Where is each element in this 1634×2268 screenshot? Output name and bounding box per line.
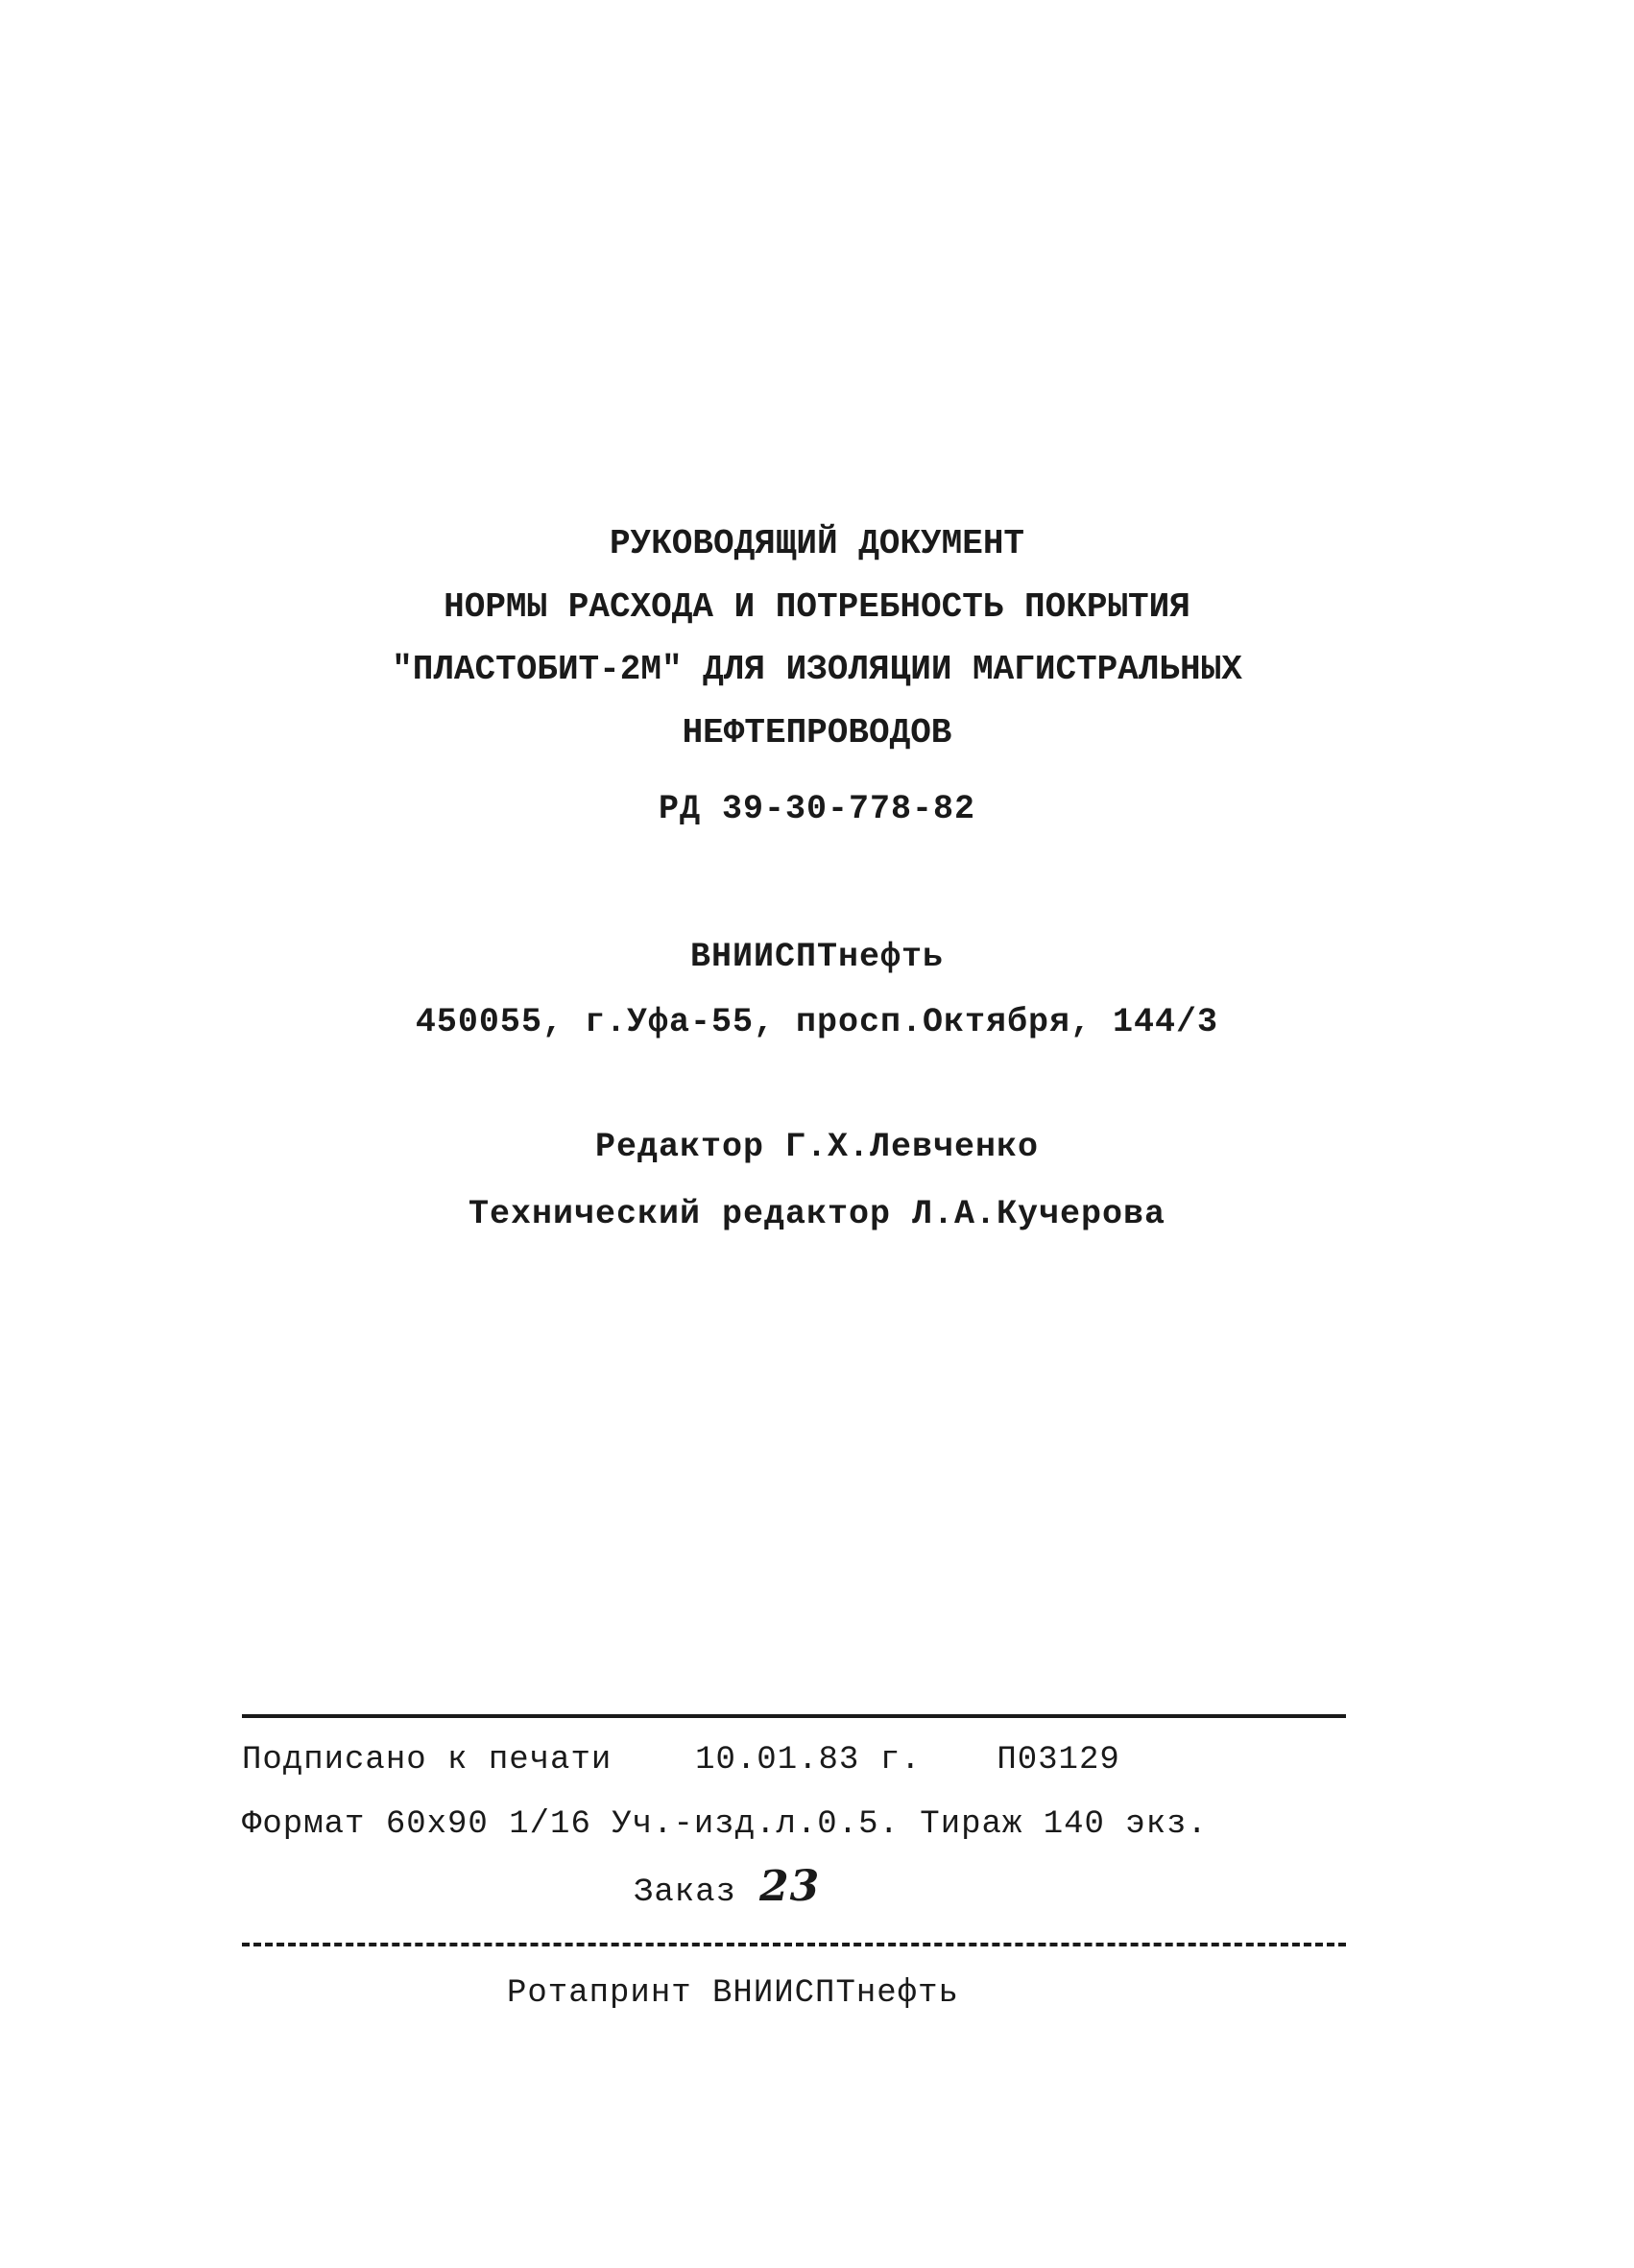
signed-date: 10.01.83 г. [695,1742,922,1779]
document-title-line-1: НОРМЫ РАСХОДА И ПОТРЕБНОСТЬ ПОКРЫТИЯ [444,587,1190,627]
order-number: 23 [759,1862,821,1911]
editor-credit: Редактор Г.Х.Левченко [594,1128,1040,1166]
publisher-name: ВНИИСПТнефть [689,938,945,976]
printer-line: Ротапринт ВНИИСПТнефть [507,1975,959,2012]
signed-code: П03129 [997,1742,1120,1779]
tech-editor-credit: Технический редактор Л.А.Кучерова [468,1195,1166,1233]
document-type-heading: РУКОВОДЯЩИЙ ДОКУМЕНТ [609,524,1025,563]
document-number: РД 39-30-778-82 [658,790,976,828]
order-row [634,1862,820,1911]
imprint-bottom-rule [242,1943,1346,1946]
imprint-top-rule [242,1714,1346,1718]
signed-label: Подписано к печати [242,1742,613,1779]
document-title-line-2: "ПЛАСТОБИТ-2М" ДЛЯ ИЗОЛЯЦИИ МАГИСТРАЛЬНЫХ [392,650,1242,689]
format-line: Формат 60х90 1/16 Уч.-изд.л.0.5. Тираж 140 экз. [242,1806,1208,1843]
publisher-address: 450055, г.Уфа-55, просп.Октября, 144/3 [415,1003,1219,1041]
signed-for-print-row [242,1742,1120,1779]
order-label: Заказ [634,1874,737,1911]
document-title-line-3: НЕФТЕПРОВОДОВ [682,713,952,752]
